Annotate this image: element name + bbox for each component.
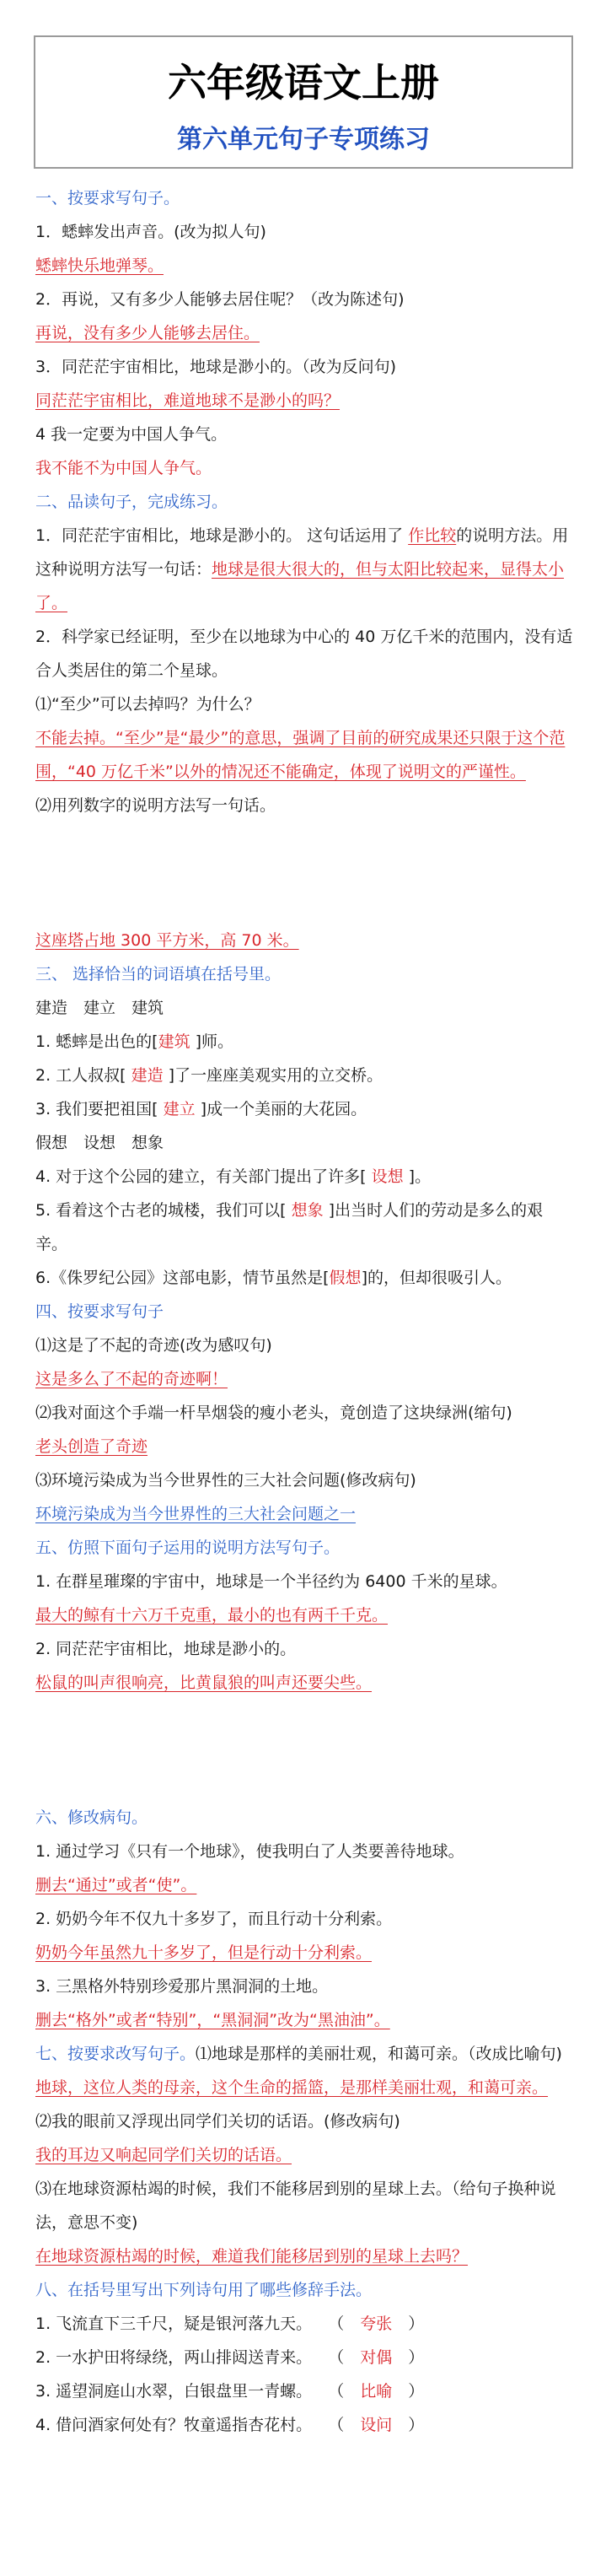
section-heading: 一、按要求写句子。 [35, 189, 180, 207]
question: ⑴“至少”可以去掉吗？为什么？ [35, 695, 260, 714]
question: 6.《侏罗纪公园》这部电影，情节虽然是[假想]的，但却很吸引人。 [35, 1269, 512, 1287]
answer: 这是多么了不起的奇迹啊！ [35, 1370, 228, 1388]
answer: 同茫茫宇宙相比，难道地球不是渺小的吗？ [35, 391, 341, 410]
question: 2．科学家已经证明，至少在以地球为中心的 40 万亿千米的范围内，没有适合人类居住的第二个星球。 [35, 628, 573, 680]
answer: 设想 [371, 1167, 404, 1186]
answer: 松鼠的叫声很响亮，比黄鼠狼的叫声还要尖些。 [35, 1673, 373, 1692]
answer: 建筑 [158, 1032, 190, 1051]
answer: 作比较 [408, 526, 457, 545]
answer: 设问 [360, 2416, 393, 2434]
answer: 比喻 [360, 2382, 393, 2401]
question: 2. 同茫茫宇宙相比，地球是渺小的。 [35, 1640, 297, 1658]
page-title: 六年级语文上册 [168, 60, 439, 105]
question: ⑵我对面这个手端一杆旱烟袋的瘦小老头，竟创造了这块绿洲(缩句) [35, 1404, 512, 1422]
answer: 我不能不为中国人争气。 [35, 459, 212, 477]
answer: 地球是很大很大的，但与太阳比较起来，显得太小了。 [35, 560, 565, 612]
question: 1. 蟋蟀是出色的[建筑 ]师。 [35, 1032, 234, 1051]
answer: 不能去掉。“至少”是“最少”的意思，强调了目前的研究成果还只限于这个范围，“40 万亿千米”以外的情况还不能确定，体现了说明文的严谨性。 [35, 729, 566, 781]
question: 1. 飞流直下三千尺，疑是银河落九天。 （ 夸张 ） [35, 2315, 425, 2333]
question: 2．再说，又有多少人能够去居住呢？（改为陈述句) [35, 290, 405, 309]
page-subtitle: 第六单元句子专项练习 [177, 125, 430, 154]
answer: 想象 [291, 1201, 324, 1220]
section-heading: 三、 选择恰当的词语填在括号里。 [35, 965, 282, 984]
question: ⑶环境污染成为当今世界性的三大社会问题(修改病句) [35, 1471, 416, 1490]
question: 4. 借问酒家何处有？牧童遥指杏花村。 （ 设问 ） [35, 2416, 425, 2434]
question: 5. 看着这个古老的城楼，我们可以[ 想象 ]出当时人们的劳动是多么的艰辛。 [35, 1201, 544, 1253]
question: 七、按要求改写句子。⑴地球是那样的美丽壮观，和蔼可亲。（改成比喻句) [35, 2045, 562, 2063]
answer: 建立 [163, 1100, 196, 1118]
question: 1. 通过学习《只有一个地球》，使我明白了人类要善待地球。 [35, 1842, 464, 1861]
question: 2. 奶奶今年不仅九十多岁了，而且行动十分利索。 [35, 1910, 393, 1928]
answer: 地球，这位人类的母亲，这个生命的摇篮，是那样美丽壮观，和蔼可亲。 [35, 2078, 549, 2097]
answer: 这座塔占地 300 平方米，高 70 米。 [35, 931, 299, 950]
question: 4 我一定要为中国人争气。 [35, 425, 228, 444]
question: 2. 工人叔叔[ 建造 ]了一座座美观实用的立交桥。 [35, 1066, 383, 1085]
answer: 在地球资源枯竭的时候，难道我们能移居到别的星球上去吗？ [35, 2247, 469, 2266]
blank-space [35, 1700, 574, 1801]
question: 3. 遥望洞庭山水翠，白银盘里一青螺。 （ 比喻 ） [35, 2382, 425, 2401]
answer-space [35, 822, 574, 924]
answer: 奶奶今年虽然九十多岁了，但是行动十分利索。 [35, 1943, 373, 1962]
question: ⑴这是了不起的奇迹(改为感叹句) [35, 1336, 272, 1355]
answer: 我的耳边又响起同学们关切的话语。 [35, 2146, 292, 2164]
answer: 假想 [329, 1269, 362, 1287]
section-heading: 二、品读句子，完成练习。 [35, 493, 228, 511]
section-heading: 六、修改病句。 [35, 1808, 148, 1827]
section-heading: 四、按要求写句子 [35, 1302, 164, 1321]
answer: 最大的鲸有十六万千克重，最小的也有两千千克。 [35, 1606, 389, 1625]
word-choices: 假想 设想 想象 [35, 1134, 164, 1152]
answer: 建造 [131, 1066, 164, 1085]
question: 1．同茫茫宇宙相比，地球是渺小的。 这句话运用了 作比较的说明方法。用这种说明方法写一句话：地球是很大很大的，但与太阳比较起来，显得太小了。 [35, 526, 569, 612]
question: 1. 在群星璀璨的宇宙中，地球是一个半径约为 6400 千米的星球。 [35, 1572, 507, 1591]
answer: 删去“通过”或者“使”。 [35, 1876, 197, 1894]
word-choices: 建造 建立 建筑 [35, 999, 164, 1017]
question: 3. 我们要把祖国[ 建立 ]成一个美丽的大花园。 [35, 1100, 367, 1118]
answer: 老头创造了奇迹 [35, 1437, 148, 1456]
section-heading: 八、在括号里写出下列诗句用了哪些修辞手法。 [35, 2281, 373, 2299]
question: ⑵我的眼前又浮现出同学们关切的话语。(修改病句) [35, 2112, 400, 2131]
answer: 再说，没有多少人能够去居住。 [35, 324, 260, 342]
section-heading: 五、仿照下面句子运用的说明方法写句子。 [35, 1539, 341, 1557]
answer: 夸张 [360, 2315, 393, 2333]
question: 4. 对于这个公园的建立，有关部门提出了许多[ 设想 ]。 [35, 1167, 432, 1186]
question: 1．蟋蟀发出声音。(改为拟人句) [35, 223, 266, 241]
question: 2. 一水护田将绿绕，两山排闼送青来。 （ 对偶 ） [35, 2348, 425, 2367]
answer: 删去“格外”或者“特别”，“黑洞洞”改为“黑油油”。 [35, 2011, 390, 2029]
question: ⑵用列数字的说明方法写一句话。 [35, 796, 276, 815]
answer: 蟋蟀快乐地弹琴。 [35, 256, 164, 275]
section-heading: 七、按要求改写句子。 [35, 2045, 196, 2063]
worksheet-content [0, 181, 606, 2442]
question: ⑶在地球资源枯竭的时候，我们不能移居到别的星球上去。（给句子换种说法，意思不变) [35, 2180, 556, 2232]
title-box [34, 35, 573, 169]
question: 3. 三黑格外特别珍爱那片黑洞洞的土地。 [35, 1977, 329, 1996]
answer: 环境污染成为当今世界性的三大社会问题之一 [35, 1505, 357, 1523]
question: 3．同茫茫宇宙相比，地球是渺小的。（改为反问句) [35, 358, 397, 376]
answer: 对偶 [360, 2348, 393, 2367]
